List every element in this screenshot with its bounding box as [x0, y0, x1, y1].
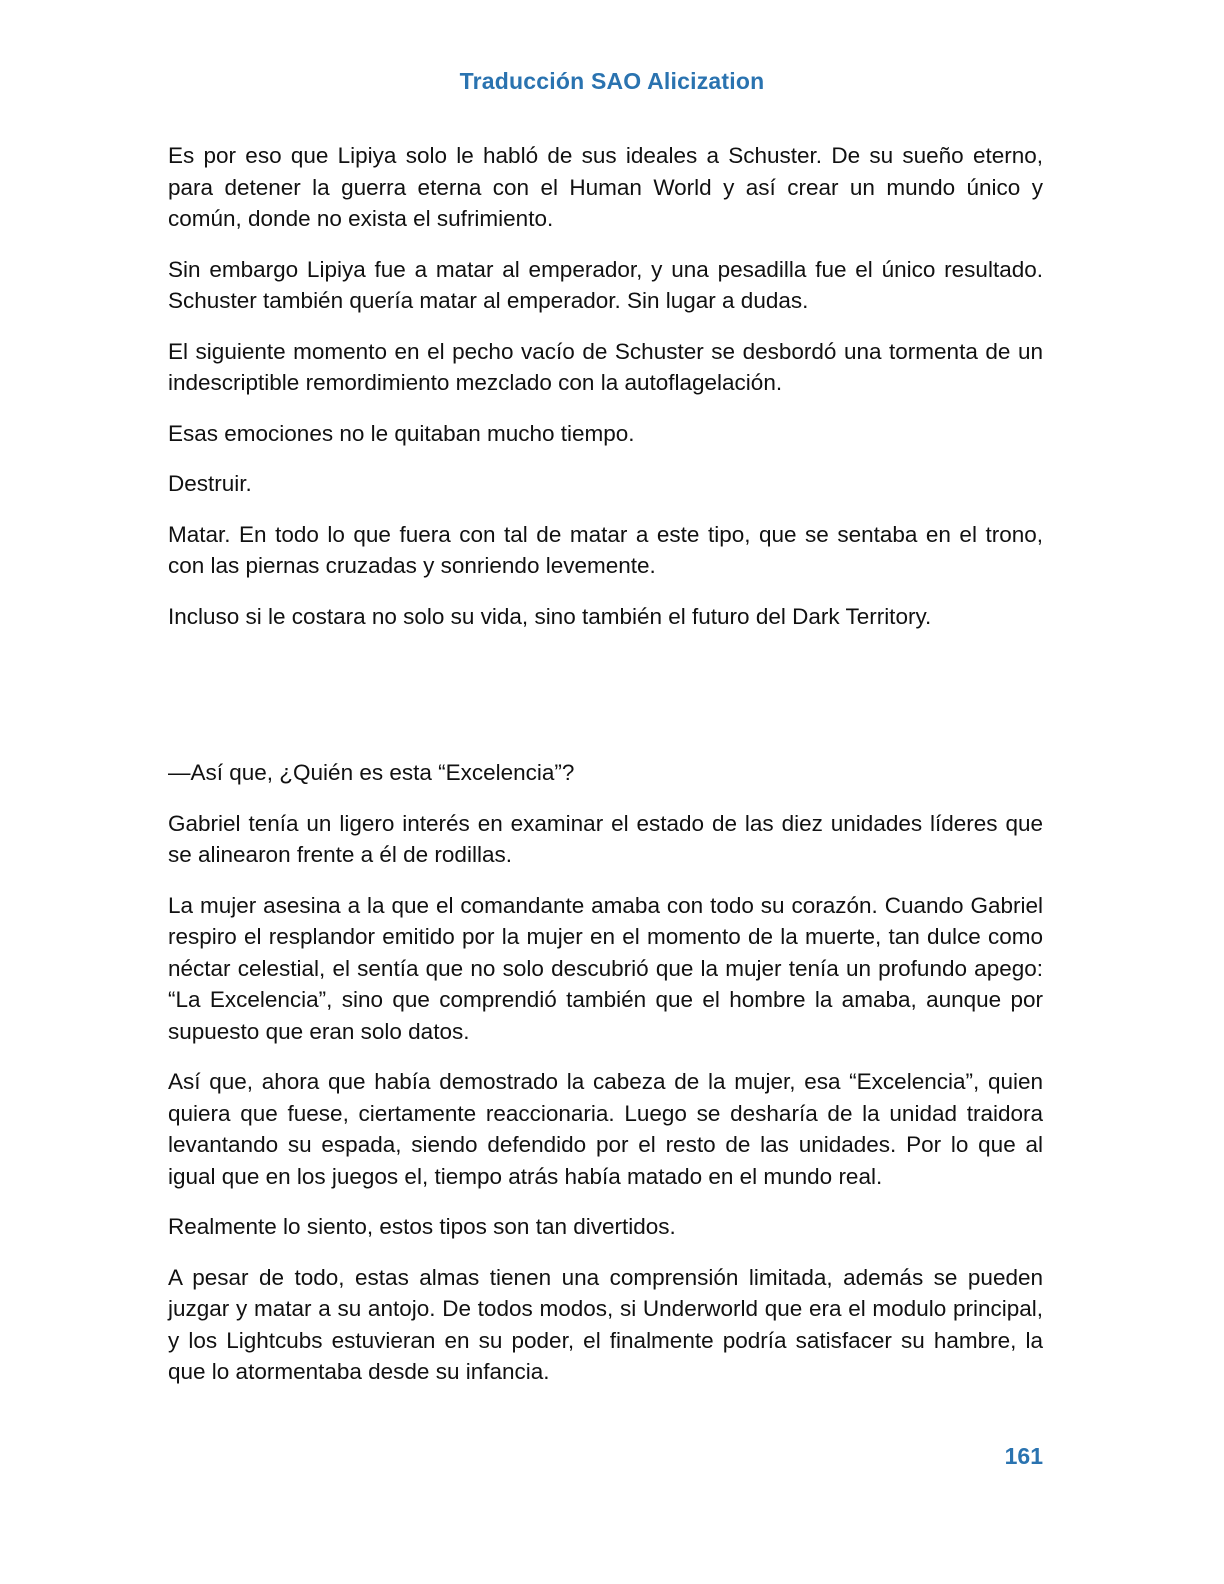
paragraph: Esas emociones no le quitaban mucho tiempo. — [168, 420, 635, 446]
paragraph: Realmente lo siento, estos tipos son tan divertidos. — [168, 1214, 676, 1239]
page-number: 161 — [1004, 1443, 1043, 1469]
text-section-a — [168, 140, 1043, 651]
paragraph: La mujer asesina a la que el comandante amaba con todo su corazón. Cuando Gabriel respiro el resplandor emitido por la mujer en el momento de la muerte, tan dulce como néctar celestial, el sentía que no solo descubrió que la mujer tenía un profundo apego: “La Excelencia”, sino que comprendió también que el hombre la amaba, aunque por supuesto que eran solo datos. — [168, 892, 1043, 1044]
paragraph: A pesar de todo, estas almas tienen una comprensión limitada, además se pueden juzgar y matar a su antojo. De todos modos, si Underworld que era el modulo principal, y los Lightcubs estuvieran en su poder, el finalmente podría satisfacer su hambre, la que lo atormentaba desde su infancia. — [168, 1264, 1043, 1384]
paragraph: El siguiente momento en el pecho vacío de Schuster se desbordó una tormenta de un indescriptible remordimiento mezclado con la autoflagelación. — [168, 338, 1043, 395]
paragraph: Incluso si le costara no solo su vida, sino también el futuro del Dark Territory. — [168, 603, 932, 629]
paragraph: Destruir. — [168, 471, 252, 496]
paragraph: Es por eso que Lipiya solo le habló de sus ideales a Schuster. De su sueño eterno, para detener la guerra eterna con el Human World y así crear un mundo único y común, donde no exista el sufrimiento. — [168, 143, 1043, 231]
paragraph: Así que, ahora que había demostrado la cabeza de la mujer, esa “Excelencia”, quien quiera que fuese, ciertamente reaccionaria. Luego se desharía de la unidad traidora levantando su espada, siendo defendido por el resto de las unidades. Por lo que al igual que en los juegos el, tiempo atrás había matado en el mundo real. — [168, 1069, 1043, 1189]
page-header-title: Traducción SAO Alicization — [459, 68, 765, 94]
paragraph: Gabriel tenía un ligero interés en examinar el estado de las diez unidades líderes que se alinearon frente a él de rodillas. — [168, 810, 1043, 867]
paragraph: Sin embargo Lipiya fue a matar al emperador, y una pesadilla fue el único resultado. Schuster también quería matar al emperador. Sin lugar a dudas. — [168, 256, 1043, 313]
paragraph: Matar. En todo lo que fuera con tal de matar a este tipo, que se sentaba en el trono, con las piernas cruzadas y sonriendo levemente. — [168, 521, 1043, 578]
paragraph: —Así que, ¿Quién es esta “Excelencia”? — [168, 760, 575, 785]
text-section-b — [168, 757, 1043, 1407]
